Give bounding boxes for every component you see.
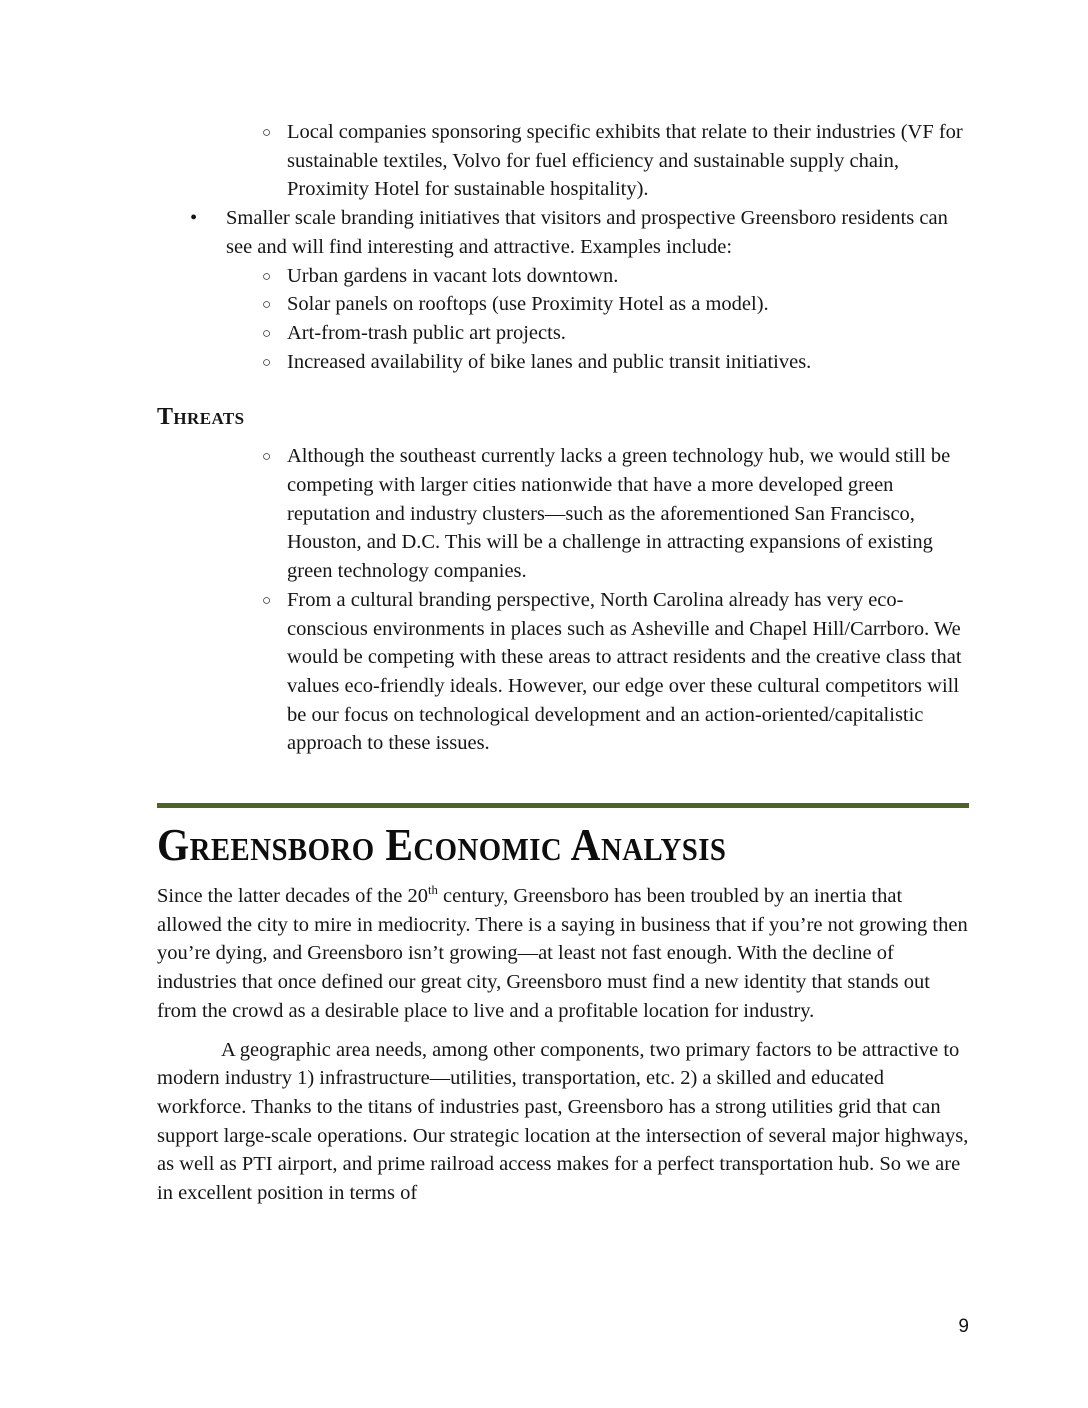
list-item-text: Increased availability of bike lanes and public transit initiatives. bbox=[287, 350, 812, 373]
filled-bullet-icon: • bbox=[190, 207, 198, 230]
opportunities-subbullet-list bbox=[157, 118, 969, 204]
ordinal-suffix: th bbox=[427, 883, 438, 898]
hollow-bullet-icon: ○ bbox=[262, 449, 272, 466]
list-item bbox=[157, 348, 969, 377]
spacer bbox=[157, 808, 969, 818]
list-item-text: Solar panels on rooftops (use Proximity Hotel as a model). bbox=[287, 293, 769, 316]
hollow-bullet-icon: ○ bbox=[262, 354, 272, 371]
paragraph-1-lead: Since the latter decades of the 20 bbox=[157, 885, 428, 908]
spacer bbox=[157, 432, 969, 442]
spacer bbox=[157, 872, 969, 882]
list-item bbox=[157, 118, 969, 204]
opportunities-examples-list bbox=[157, 262, 969, 377]
analysis-paragraph-1 bbox=[157, 882, 969, 1026]
list-item bbox=[157, 586, 969, 758]
page-number: 9 bbox=[958, 1316, 969, 1337]
list-item bbox=[157, 319, 969, 348]
paragraph-1-rest: century, Greensboro has been troubled by an inertia that allowed the city to mire in mediocrity. There is a saying in business that if you’re not growing then you’re dying, and Greensboro isn’t growing—at least not fast enough. With the decline of industries that once defined our great city, Greensboro must find a new identity that stands out from the crowd as a desirable place to live and a profitable location for industry. bbox=[157, 885, 968, 1022]
list-item-text: Art-from-trash public art projects. bbox=[287, 321, 566, 344]
hollow-bullet-icon: ○ bbox=[262, 592, 272, 609]
page-content bbox=[157, 118, 969, 1208]
hollow-bullet-icon: ○ bbox=[262, 268, 272, 285]
list-item-text: Smaller scale branding initiatives that visitors and prospective Greensboro residents can see and will find interesting and attractive. Examples include: bbox=[226, 207, 948, 258]
list-item bbox=[157, 290, 969, 319]
page-title: Greensboro Economic Analysis bbox=[157, 819, 727, 871]
threats-list bbox=[157, 442, 969, 758]
list-item bbox=[157, 204, 969, 261]
list-item bbox=[157, 442, 969, 586]
list-item-text: Although the southeast currently lacks a green technology hub, we would still be competing with larger cities nationwide that have a more developed green reputation and industry clusters—such as the aforementioned San Francisco, Houston, and D.C. This will be a challenge in attracting expansions of existing green technology companies. bbox=[287, 445, 951, 583]
opportunities-main-bullet-list bbox=[157, 204, 969, 261]
spacer bbox=[157, 758, 969, 803]
list-item-text: From a cultural branding perspective, North Carolina already has very eco-conscious environments in places such as Asheville and Chapel Hill/Carrboro. We would be competing with these areas to attract residents and the creative class that values eco-friendly ideals. However, our edge over these cultural competitors will be our focus on technological development and an action-oriented/capitalistic approach to these issues. bbox=[287, 588, 962, 755]
list-item-text: Urban gardens in vacant lots downtown. bbox=[287, 264, 619, 287]
list-item bbox=[157, 262, 969, 291]
list-item-text: Local companies sponsoring specific exhibits that relate to their industries (VF for sustainable textiles, Volvo for fuel efficiency and sustainable supply chain, Proximity Hotel for sustainable hospitality). bbox=[287, 121, 963, 201]
spacer bbox=[157, 1026, 969, 1036]
hollow-bullet-icon: ○ bbox=[262, 125, 272, 141]
analysis-paragraph-2: A geographic area needs, among other components, two primary factors to be attractive to modern industry 1) infrastructure—utilities, transportation, etc. 2) a skilled and educated workforce. Thanks to the titans of industries past, Greensboro has a strong utilities grid that can support large-scale operations. Our strategic location at the intersection of several major highways, as well as PTI airport, and prime railroad access makes for a perfect transportation hub. So we are in excellent position in terms of bbox=[157, 1038, 969, 1205]
hollow-bullet-icon: ○ bbox=[262, 325, 272, 342]
threats-heading: Threats bbox=[157, 404, 245, 431]
hollow-bullet-icon: ○ bbox=[262, 297, 272, 314]
spacer bbox=[157, 376, 969, 402]
